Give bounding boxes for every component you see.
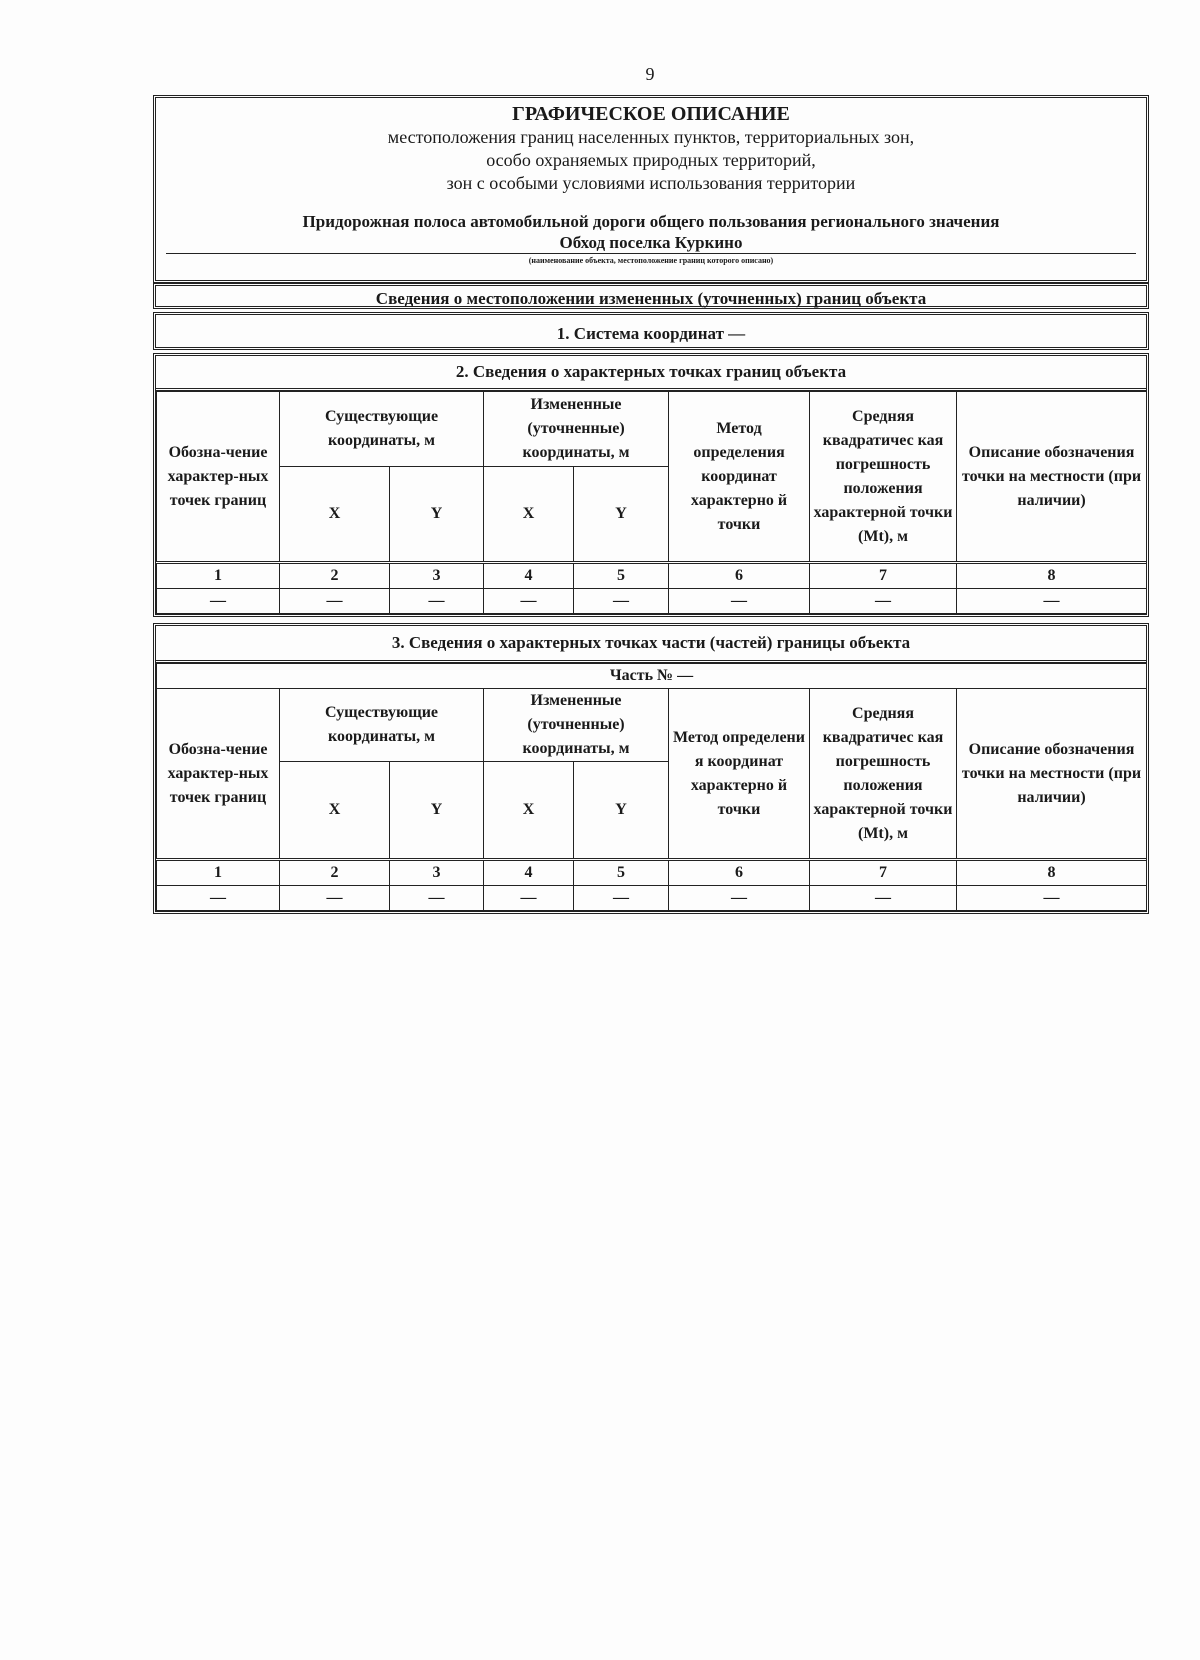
section2-title: 2. Сведения о характерных точках границ объекта [156, 356, 1146, 391]
table-cell: — [957, 589, 1147, 614]
section3-title: 3. Сведения о характерных точках части (частей) границы объекта [156, 626, 1146, 663]
col-existing-coords: Существующие координаты, м [280, 392, 484, 467]
column-numbers-row [157, 860, 1147, 886]
table-cell: — [574, 589, 669, 614]
table-cell: — [669, 886, 810, 911]
col-y: Y [390, 762, 484, 860]
column-number: 3 [390, 860, 484, 886]
table-row [157, 589, 1147, 614]
col-x: X [280, 762, 390, 860]
page-number: 9 [645, 64, 655, 84]
col-x: X [484, 762, 574, 860]
col-point-designation: Обозна-чение характер-ных точек границ [157, 392, 280, 563]
col-description: Описание обозначения точки на местности (при наличии) [957, 689, 1147, 860]
section1-title: 1. Система координат — [153, 312, 1149, 350]
col-point-designation: Обозна-чение характер-ных точек границ [157, 689, 280, 860]
subtitle-line: зон с особыми условиями использования территории [446, 173, 856, 193]
table-cell: — [280, 886, 390, 911]
column-number: 5 [574, 563, 669, 589]
section-info-title: Сведения о местоположении измененных (уточненных) границ объекта [153, 283, 1149, 309]
table-cell: — [810, 886, 957, 911]
column-number: 6 [669, 563, 810, 589]
section2-block [153, 353, 1149, 617]
col-changed-coords: Измененные (уточненные) координаты, м [484, 689, 669, 762]
table-row [157, 886, 1147, 911]
col-y: Y [390, 467, 484, 563]
object-name: Придорожная полоса автомобильной дороги общего пользования регионального значения [302, 212, 1000, 231]
table-cell: — [669, 589, 810, 614]
col-changed-coords: Измененные (уточненные) координаты, м [484, 392, 669, 467]
table-cell: — [574, 886, 669, 911]
column-number: 3 [390, 563, 484, 589]
column-numbers-row [157, 563, 1147, 589]
object-name-line2: Обход поселка Куркино [166, 233, 1136, 254]
col-description: Описание обозначения точки на местности (при наличии) [957, 392, 1147, 563]
column-number: 7 [810, 860, 957, 886]
column-number: 2 [280, 563, 390, 589]
col-mean-error: Средняя квадратичес кая погрешность положения характерной точки (Mt), м [810, 392, 957, 563]
section3-block [153, 623, 1149, 914]
table-cell: — [390, 886, 484, 911]
table-cell: — [957, 886, 1147, 911]
column-number: 4 [484, 860, 574, 886]
column-number: 8 [957, 563, 1147, 589]
table-cell: — [810, 589, 957, 614]
col-method: Метод определени я координат характерно й точки [669, 689, 810, 860]
col-y: Y [574, 467, 669, 563]
table-cell: — [484, 886, 574, 911]
subtitle-line: особо охраняемых природных территорий, [486, 150, 816, 170]
col-method: Метод определения координат характерно й точки [669, 392, 810, 563]
subtitle-line: местоположения границ населенных пунктов, территориальных зон, [387, 127, 915, 147]
column-number: 8 [957, 860, 1147, 886]
column-number: 7 [810, 563, 957, 589]
column-number: 1 [157, 860, 280, 886]
column-number: 1 [157, 563, 280, 589]
table-cell: — [157, 886, 280, 911]
column-number: 2 [280, 860, 390, 886]
table-cell: — [484, 589, 574, 614]
object-caption: (наименование объекта, местоположение границ которого описано) [528, 256, 774, 265]
col-existing-coords: Существующие координаты, м [280, 689, 484, 762]
column-number: 6 [669, 860, 810, 886]
table-cell: — [390, 589, 484, 614]
document-title: ГРАФИЧЕСКОЕ ОПИСАНИЕ [512, 103, 790, 125]
col-mean-error: Средняя квадратичес кая погрешность положения характерной точки (Mt), м [810, 689, 957, 860]
section3-table [156, 663, 1147, 911]
table-cell: — [280, 589, 390, 614]
column-number: 4 [484, 563, 574, 589]
col-y: Y [574, 762, 669, 860]
col-x: X [280, 467, 390, 563]
col-x: X [484, 467, 574, 563]
document-sheet [153, 95, 1149, 914]
part-label: Часть № — [157, 664, 1147, 689]
header-block [153, 95, 1149, 283]
table-cell: — [157, 589, 280, 614]
column-number: 5 [574, 860, 669, 886]
section2-table [156, 391, 1147, 614]
